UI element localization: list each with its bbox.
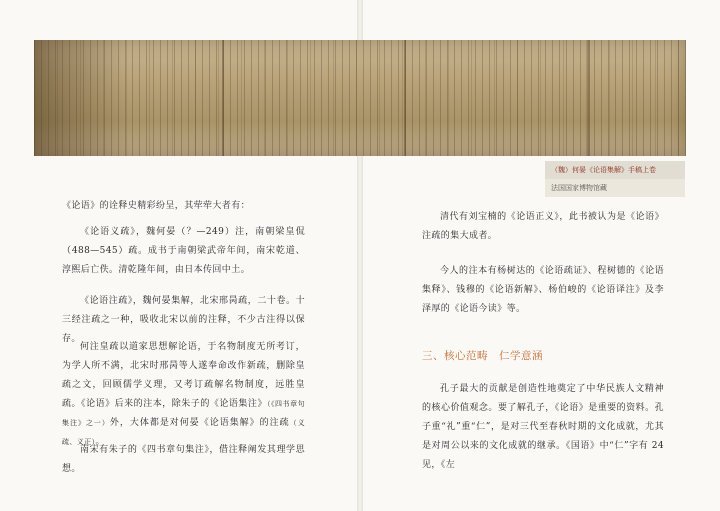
section-heading: 三、核心范畴 仁学意涵 (422, 350, 543, 362)
figure-caption (545, 161, 685, 197)
p3-end: 。 (95, 437, 105, 447)
p3-main: 何注皇疏以道家思想解论语，于名物制度无所考订，为学人所不满，北宋时邢昺等人遂奉命改作新疏，删除皇疏之文，回顾儒学义理，又考订疏解名物制度，远胜皇疏。《论语》后来的注本，除朱子的《论语集注》 (62, 342, 305, 409)
paragraph-liu-baonan: 清代有刘宝楠的《论语正义》，此书被认为是《论语》注疏的集大成者。 (422, 212, 664, 241)
paragraph-commentary-history (62, 338, 305, 452)
manuscript-seam (222, 40, 224, 156)
manuscript-seam (588, 40, 590, 156)
manuscript-seam (404, 40, 406, 156)
manuscript-damage-overlay (34, 40, 129, 156)
p3-note-2: （义疏、义正） (62, 419, 305, 446)
paragraph-lunyu-zhushu: 《论语注疏》，魏何晏集解，北宋邢昺疏，二十卷。十三经注疏之一种，吸收北宋以前的注释，不少古注得以保存。 (62, 296, 305, 344)
p3-mid: 外，大体都是对何晏《论语集解》的注疏 (109, 418, 290, 428)
caption-title: （魏）何晏《论语集解》手稿上卷 (545, 161, 685, 179)
paragraph-ren-concept: 孔子最大的贡献是创造性地奠定了中华民族人文精神的核心价值观念。要了解孔子，《论语》是重要的资料。孔子重“礼”重“仁”，是对三代至春秋时期的文化成就，尤其是对周公以来的文化成就的继承。《国语》中“仁”字有 24 见，《左 (422, 384, 664, 470)
paragraph-zhuxi: 南宋有朱子的《四书章句集注》，借注释阐发其理学思想。 (62, 445, 305, 474)
paragraph-modern-editions: 今人的注本有杨树达的《论语疏证》、程树德的《论语集释》、钱穆的《论语新解》、杨伯峻的《论语译注》及李泽厚的《论语今读》等。 (422, 266, 664, 314)
p3-note-1: （《四书章句集注》之一） (62, 400, 305, 427)
paragraph-lunyu-yishu: 《论语义疏》，魏何晏（？—249）注，南朝梁皇侃（488—545）疏。成书于南朝梁武帝年间，南宋乾道、淳熙后亡佚。清乾隆年间，由日本传回中土。 (62, 227, 305, 275)
intro-paragraph: 《论语》的诠释史精彩纷呈，其荦荦大者有： (62, 201, 251, 211)
caption-source: 法国国家博物馆藏 (551, 184, 607, 192)
